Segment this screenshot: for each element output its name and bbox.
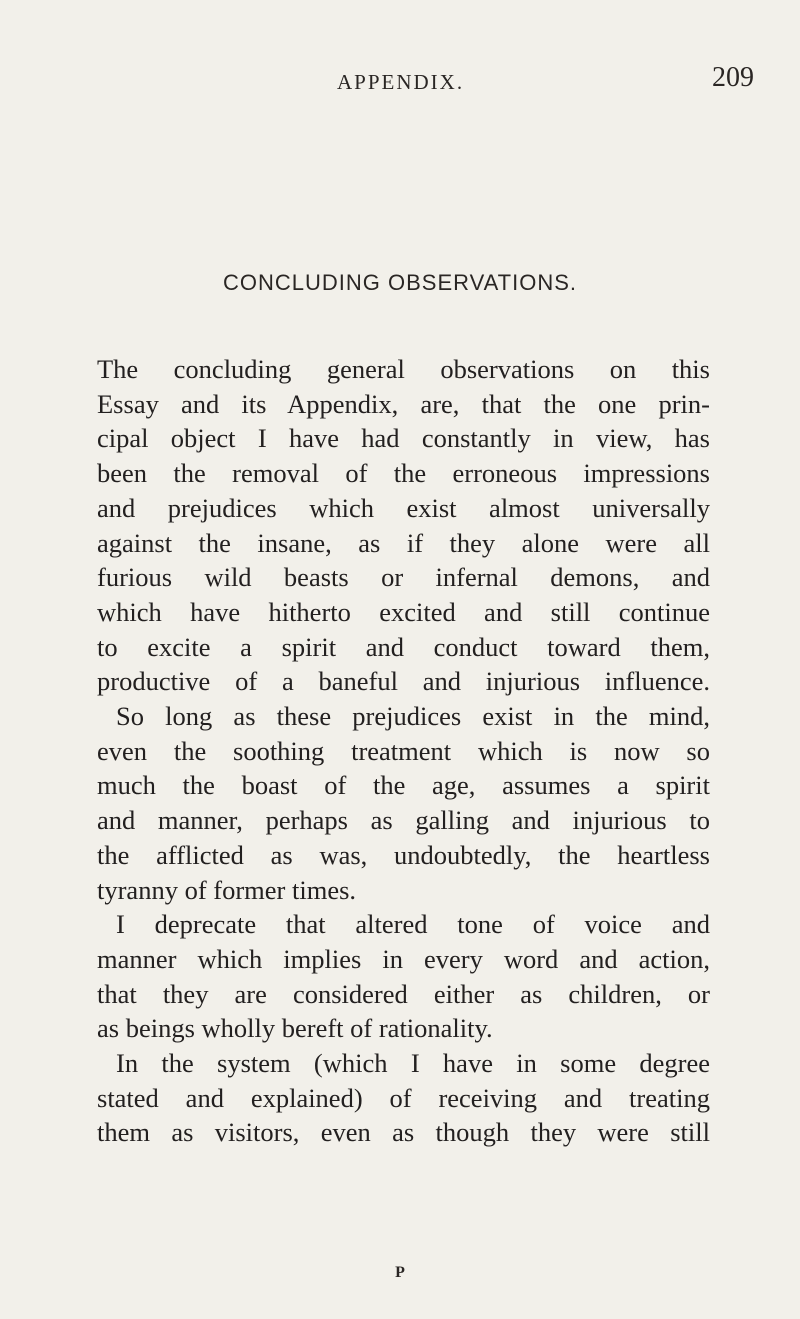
- text-line: cipal object I have had constantly in view, has: [97, 423, 710, 454]
- text-line: and manner, perhaps as galling and injurious to: [97, 805, 710, 836]
- running-title: APPENDIX.: [337, 70, 465, 94]
- text-line: In the system (which I have in some degree: [116, 1048, 710, 1079]
- text-line: productive of a baneful and injurious influence.: [97, 666, 710, 697]
- text-line: So long as these prejudices exist in the mind,: [116, 701, 710, 732]
- paragraph: [97, 1046, 710, 1150]
- paragraph: [97, 699, 710, 907]
- text-line: against the insane, as if they alone were all: [97, 527, 710, 558]
- text-line: much the boast of the age, assumes a spirit: [97, 770, 710, 801]
- paragraph: [97, 352, 710, 699]
- text-line: Essay and its Appendix, are, that the one prin-: [97, 388, 710, 419]
- page-number: 209: [712, 62, 754, 93]
- section-title: CONCLUDING OBSERVATIONS.: [222, 270, 578, 295]
- text-line: The concluding general observations on this: [97, 354, 710, 384]
- text-line: stated and explained) of receiving and treating: [97, 1082, 710, 1113]
- running-head: [0, 62, 800, 102]
- body-text: [97, 352, 710, 1150]
- text-line: that they are considered either as children, or: [97, 978, 710, 1009]
- signature-mark: P: [395, 1264, 405, 1281]
- text-line: the afflicted as was, undoubtedly, the heartless: [97, 839, 710, 870]
- text-line: which have hitherto excited and still continue: [97, 596, 710, 627]
- text-line: tyranny of former times.: [97, 874, 357, 905]
- paragraph: [97, 907, 710, 1046]
- text-line: been the removal of the erroneous impressions: [97, 458, 710, 489]
- text-line: them as visitors, even as though they were still: [97, 1117, 710, 1148]
- text-line: even the soothing treatment which is now so: [97, 735, 710, 766]
- text-line: as beings wholly bereft of rationality.: [97, 1013, 493, 1044]
- text-line: furious wild beasts or infernal demons, and: [97, 562, 710, 593]
- text-line: to excite a spirit and conduct toward them,: [97, 631, 710, 662]
- text-line: and prejudices which exist almost universally: [97, 492, 710, 523]
- text-line: I deprecate that altered tone of voice and: [116, 909, 710, 940]
- text-line: manner which implies in every word and action,: [97, 943, 710, 974]
